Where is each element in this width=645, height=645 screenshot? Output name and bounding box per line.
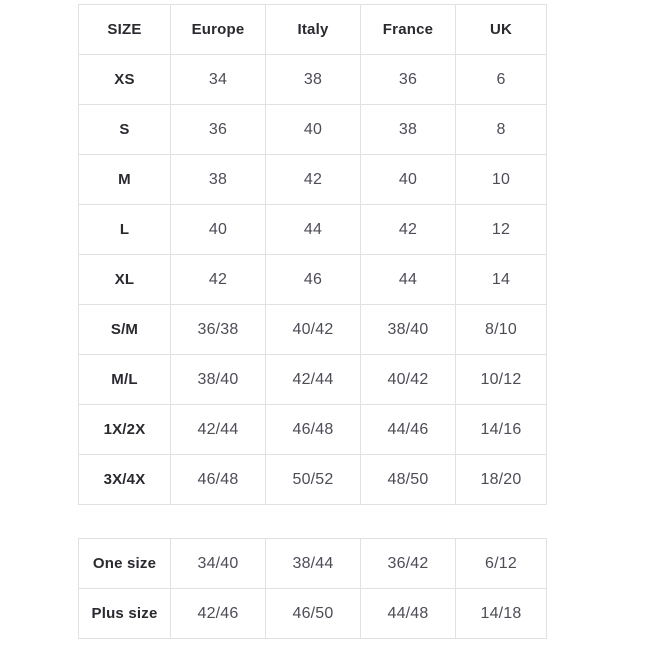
table-row: [79, 55, 547, 105]
size-value-cell: 34/40: [171, 539, 266, 589]
size-value-cell: 40: [361, 155, 456, 205]
column-header: France: [361, 5, 456, 55]
size-value-cell: 44/48: [361, 589, 456, 639]
special-sizes-table-body: [79, 539, 547, 639]
size-value-cell: 42/44: [171, 405, 266, 455]
size-value-cell: 42: [266, 155, 361, 205]
size-value-cell: 8: [456, 105, 547, 155]
size-label-cell: M: [79, 155, 171, 205]
size-label-cell: Plus size: [79, 589, 171, 639]
size-label-cell: S: [79, 105, 171, 155]
table-row: [79, 105, 547, 155]
column-header: Europe: [171, 5, 266, 55]
size-label-cell: 3X/4X: [79, 455, 171, 505]
table-row: [79, 305, 547, 355]
size-value-cell: 40/42: [361, 355, 456, 405]
size-value-cell: 8/10: [456, 305, 547, 355]
size-value-cell: 42/44: [266, 355, 361, 405]
column-header: UK: [456, 5, 547, 55]
column-header: Italy: [266, 5, 361, 55]
size-value-cell: 14/16: [456, 405, 547, 455]
header-row: [79, 5, 547, 55]
size-value-cell: 10/12: [456, 355, 547, 405]
size-label-cell: L: [79, 205, 171, 255]
size-value-cell: 36: [361, 55, 456, 105]
special-sizes-table: [78, 538, 547, 639]
size-table-body: [79, 55, 547, 505]
table-row: [79, 205, 547, 255]
size-label-cell: 1X/2X: [79, 405, 171, 455]
column-header: SIZE: [79, 5, 171, 55]
table-row: [79, 539, 547, 589]
size-value-cell: 38/40: [361, 305, 456, 355]
size-value-cell: 46/48: [266, 405, 361, 455]
size-value-cell: 44: [266, 205, 361, 255]
table-row: [79, 355, 547, 405]
size-value-cell: 42: [171, 255, 266, 305]
size-value-cell: 42/46: [171, 589, 266, 639]
table-row: [79, 405, 547, 455]
size-value-cell: 44: [361, 255, 456, 305]
size-value-cell: 38: [171, 155, 266, 205]
size-label-cell: XS: [79, 55, 171, 105]
size-value-cell: 38/44: [266, 539, 361, 589]
size-table-header: [79, 5, 547, 55]
table-row: [79, 455, 547, 505]
size-value-cell: 6/12: [456, 539, 547, 589]
size-value-cell: 12: [456, 205, 547, 255]
table-row: [79, 255, 547, 305]
size-value-cell: 36: [171, 105, 266, 155]
size-value-cell: 38/40: [171, 355, 266, 405]
size-value-cell: 44/46: [361, 405, 456, 455]
size-value-cell: 40: [266, 105, 361, 155]
size-value-cell: 34: [171, 55, 266, 105]
size-value-cell: 50/52: [266, 455, 361, 505]
size-value-cell: 46/50: [266, 589, 361, 639]
size-value-cell: 40: [171, 205, 266, 255]
size-value-cell: 14/18: [456, 589, 547, 639]
size-label-cell: XL: [79, 255, 171, 305]
size-value-cell: 40/42: [266, 305, 361, 355]
size-value-cell: 46/48: [171, 455, 266, 505]
size-value-cell: 18/20: [456, 455, 547, 505]
table-row: [79, 155, 547, 205]
size-value-cell: 14: [456, 255, 547, 305]
size-conversion-table: [78, 4, 547, 505]
size-value-cell: 36/42: [361, 539, 456, 589]
size-value-cell: 46: [266, 255, 361, 305]
size-label-cell: One size: [79, 539, 171, 589]
size-label-cell: M/L: [79, 355, 171, 405]
size-value-cell: 38: [266, 55, 361, 105]
size-value-cell: 48/50: [361, 455, 456, 505]
size-value-cell: 10: [456, 155, 547, 205]
table-row: [79, 589, 547, 639]
size-value-cell: 6: [456, 55, 547, 105]
size-value-cell: 36/38: [171, 305, 266, 355]
size-value-cell: 42: [361, 205, 456, 255]
size-value-cell: 38: [361, 105, 456, 155]
size-label-cell: S/M: [79, 305, 171, 355]
